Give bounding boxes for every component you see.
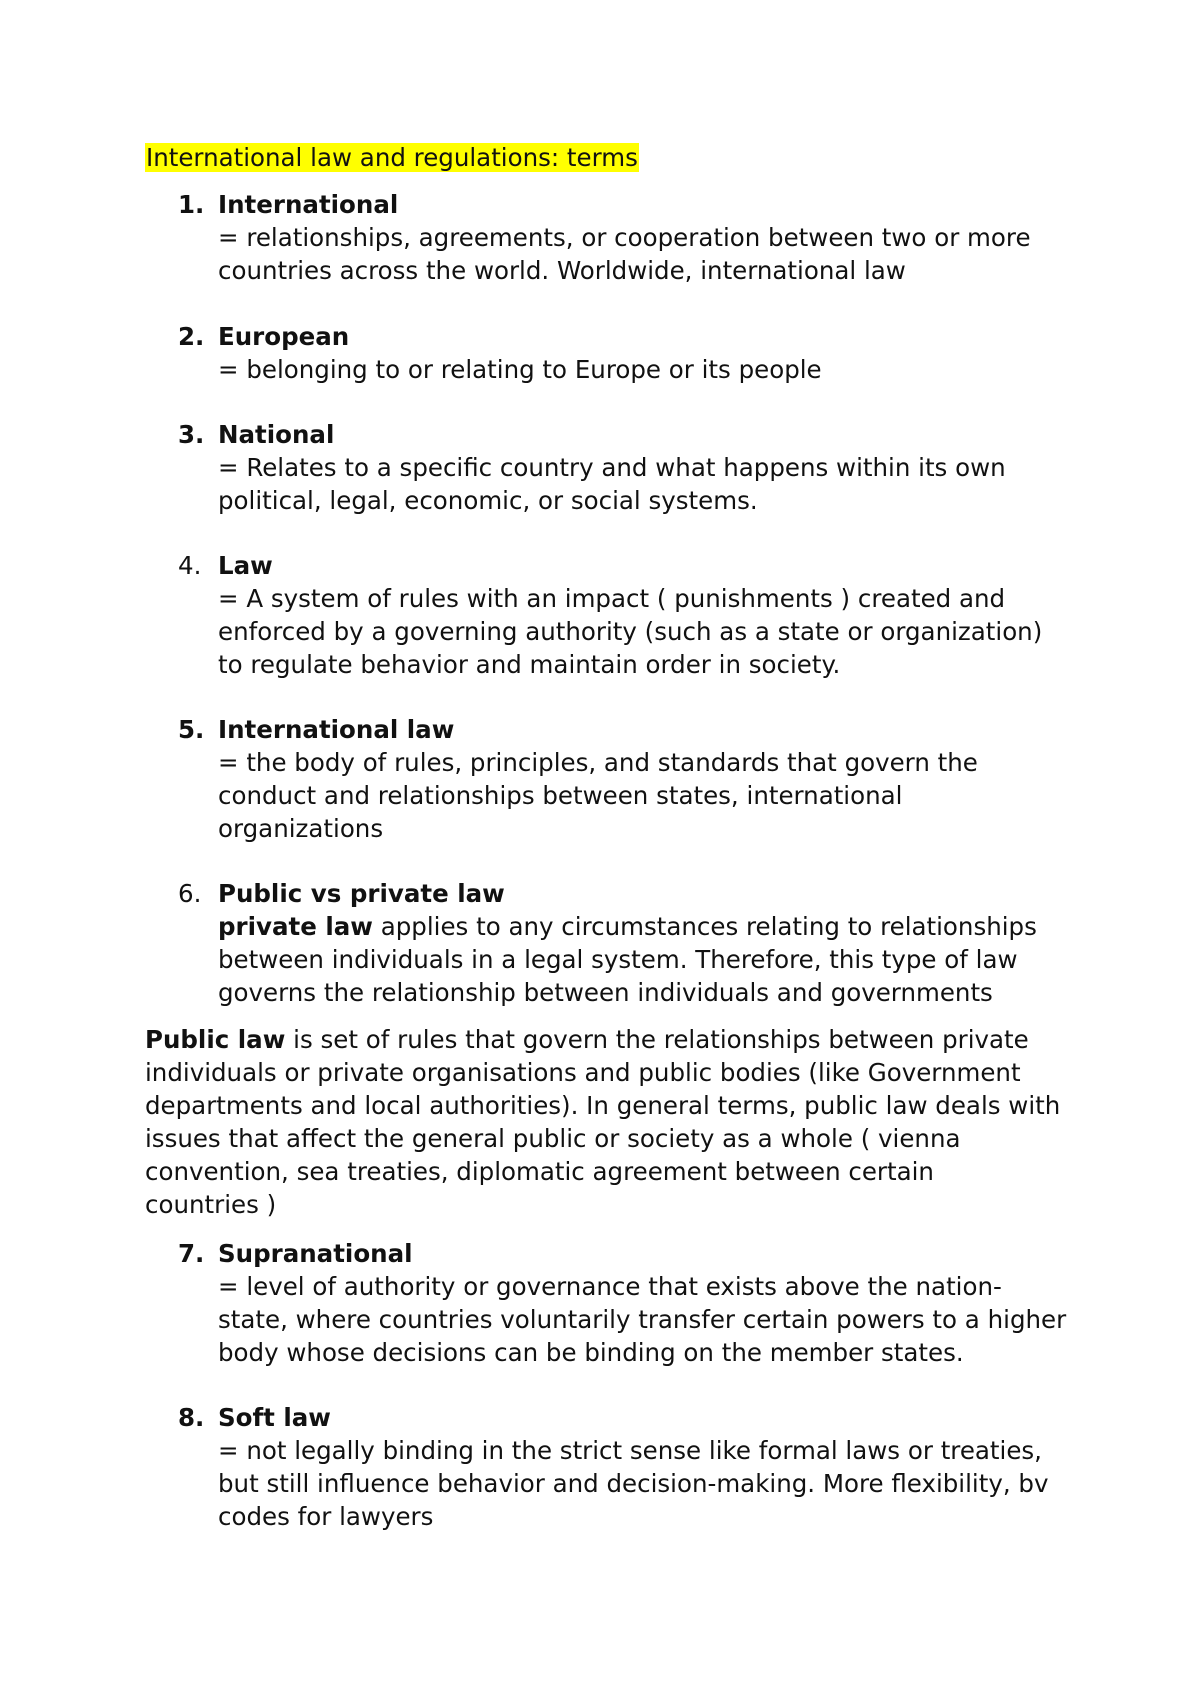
public-law-term: Public law xyxy=(145,1025,286,1054)
private-law-text: applies to any circumstances relating to relationships xyxy=(372,912,1037,941)
item-number: 8. xyxy=(178,1403,205,1432)
item-definition-line: countries across the world. Worldwide, international law xyxy=(218,256,906,285)
paragraph-line xyxy=(145,1023,1075,1056)
item-term: Supranational xyxy=(218,1239,413,1268)
item-definition-line: governs the relationship between individuals and governments xyxy=(218,978,993,1007)
item-definition-line: state, where countries voluntarily transfer certain powers to a higher xyxy=(218,1305,1067,1334)
item-definition-line: body whose decisions can be binding on the member states. xyxy=(218,1338,964,1367)
item-term: Soft law xyxy=(218,1403,331,1432)
private-law-term: private law xyxy=(218,912,373,941)
paragraph-line: issues that affect the general public or society as a whole ( vienna xyxy=(145,1124,961,1153)
item-number: 2. xyxy=(178,322,205,351)
item-number: 4. xyxy=(178,551,202,580)
item-definition-line: = Relates to a specific country and what happens within its own xyxy=(218,453,1006,482)
item-definition-line: organizations xyxy=(218,814,384,843)
item-definition-line: = level of authority or governance that exists above the nation- xyxy=(218,1272,1002,1301)
public-law-paragraph xyxy=(145,1023,1075,1221)
item-term: Public vs private law xyxy=(218,879,505,908)
item-definition-line xyxy=(218,910,1078,943)
item-term: International law xyxy=(218,715,455,744)
item-definition-line: = the body of rules, principles, and standards that govern the xyxy=(218,748,978,777)
paragraph-line: countries ) xyxy=(145,1190,277,1219)
item-definition-line: = A system of rules with an impact ( punishments ) created and xyxy=(218,584,1006,613)
item-term: National xyxy=(218,420,335,449)
item-number: 7. xyxy=(178,1239,205,1268)
item-number: 5. xyxy=(178,715,205,744)
item-definition-line: to regulate behavior and maintain order in society. xyxy=(218,650,841,679)
paragraph-line: convention, sea treaties, diplomatic agreement between certain xyxy=(145,1157,934,1186)
item-term: International xyxy=(218,190,399,219)
highlighted-title-text: International law and regulations: terms xyxy=(146,143,638,172)
item-definition-line: codes for lawyers xyxy=(218,1502,434,1531)
item-definition-line: enforced by a governing authority (such as a state or organization) xyxy=(218,617,1043,646)
paragraph-line: individuals or private organisations and public bodies (like Government xyxy=(145,1058,1021,1087)
item-term: European xyxy=(218,322,350,351)
item-definition-line: but still influence behavior and decision-making. More flexibility, bv xyxy=(218,1469,1049,1498)
item-term: Law xyxy=(218,551,273,580)
item-number: 3. xyxy=(178,420,205,449)
item-definition-line: = not legally binding in the strict sense like formal laws or treaties, xyxy=(218,1436,1042,1465)
item-definition-line: political, legal, economic, or social systems. xyxy=(218,486,758,515)
item-definition-line: = relationships, agreements, or cooperation between two or more xyxy=(218,223,1031,252)
item-number: 6. xyxy=(178,879,202,908)
item-definition-line: = belonging to or relating to Europe or its people xyxy=(218,355,822,384)
item-definition-line: between individuals in a legal system. Therefore, this type of law xyxy=(218,945,1018,974)
public-law-text: is set of rules that govern the relationships between private xyxy=(285,1025,1029,1054)
item-definition-line: conduct and relationships between states, international xyxy=(218,781,903,810)
paragraph-line: departments and local authorities). In general terms, public law deals with xyxy=(145,1091,1061,1120)
document-title xyxy=(145,141,639,175)
item-number: 1. xyxy=(178,190,205,219)
